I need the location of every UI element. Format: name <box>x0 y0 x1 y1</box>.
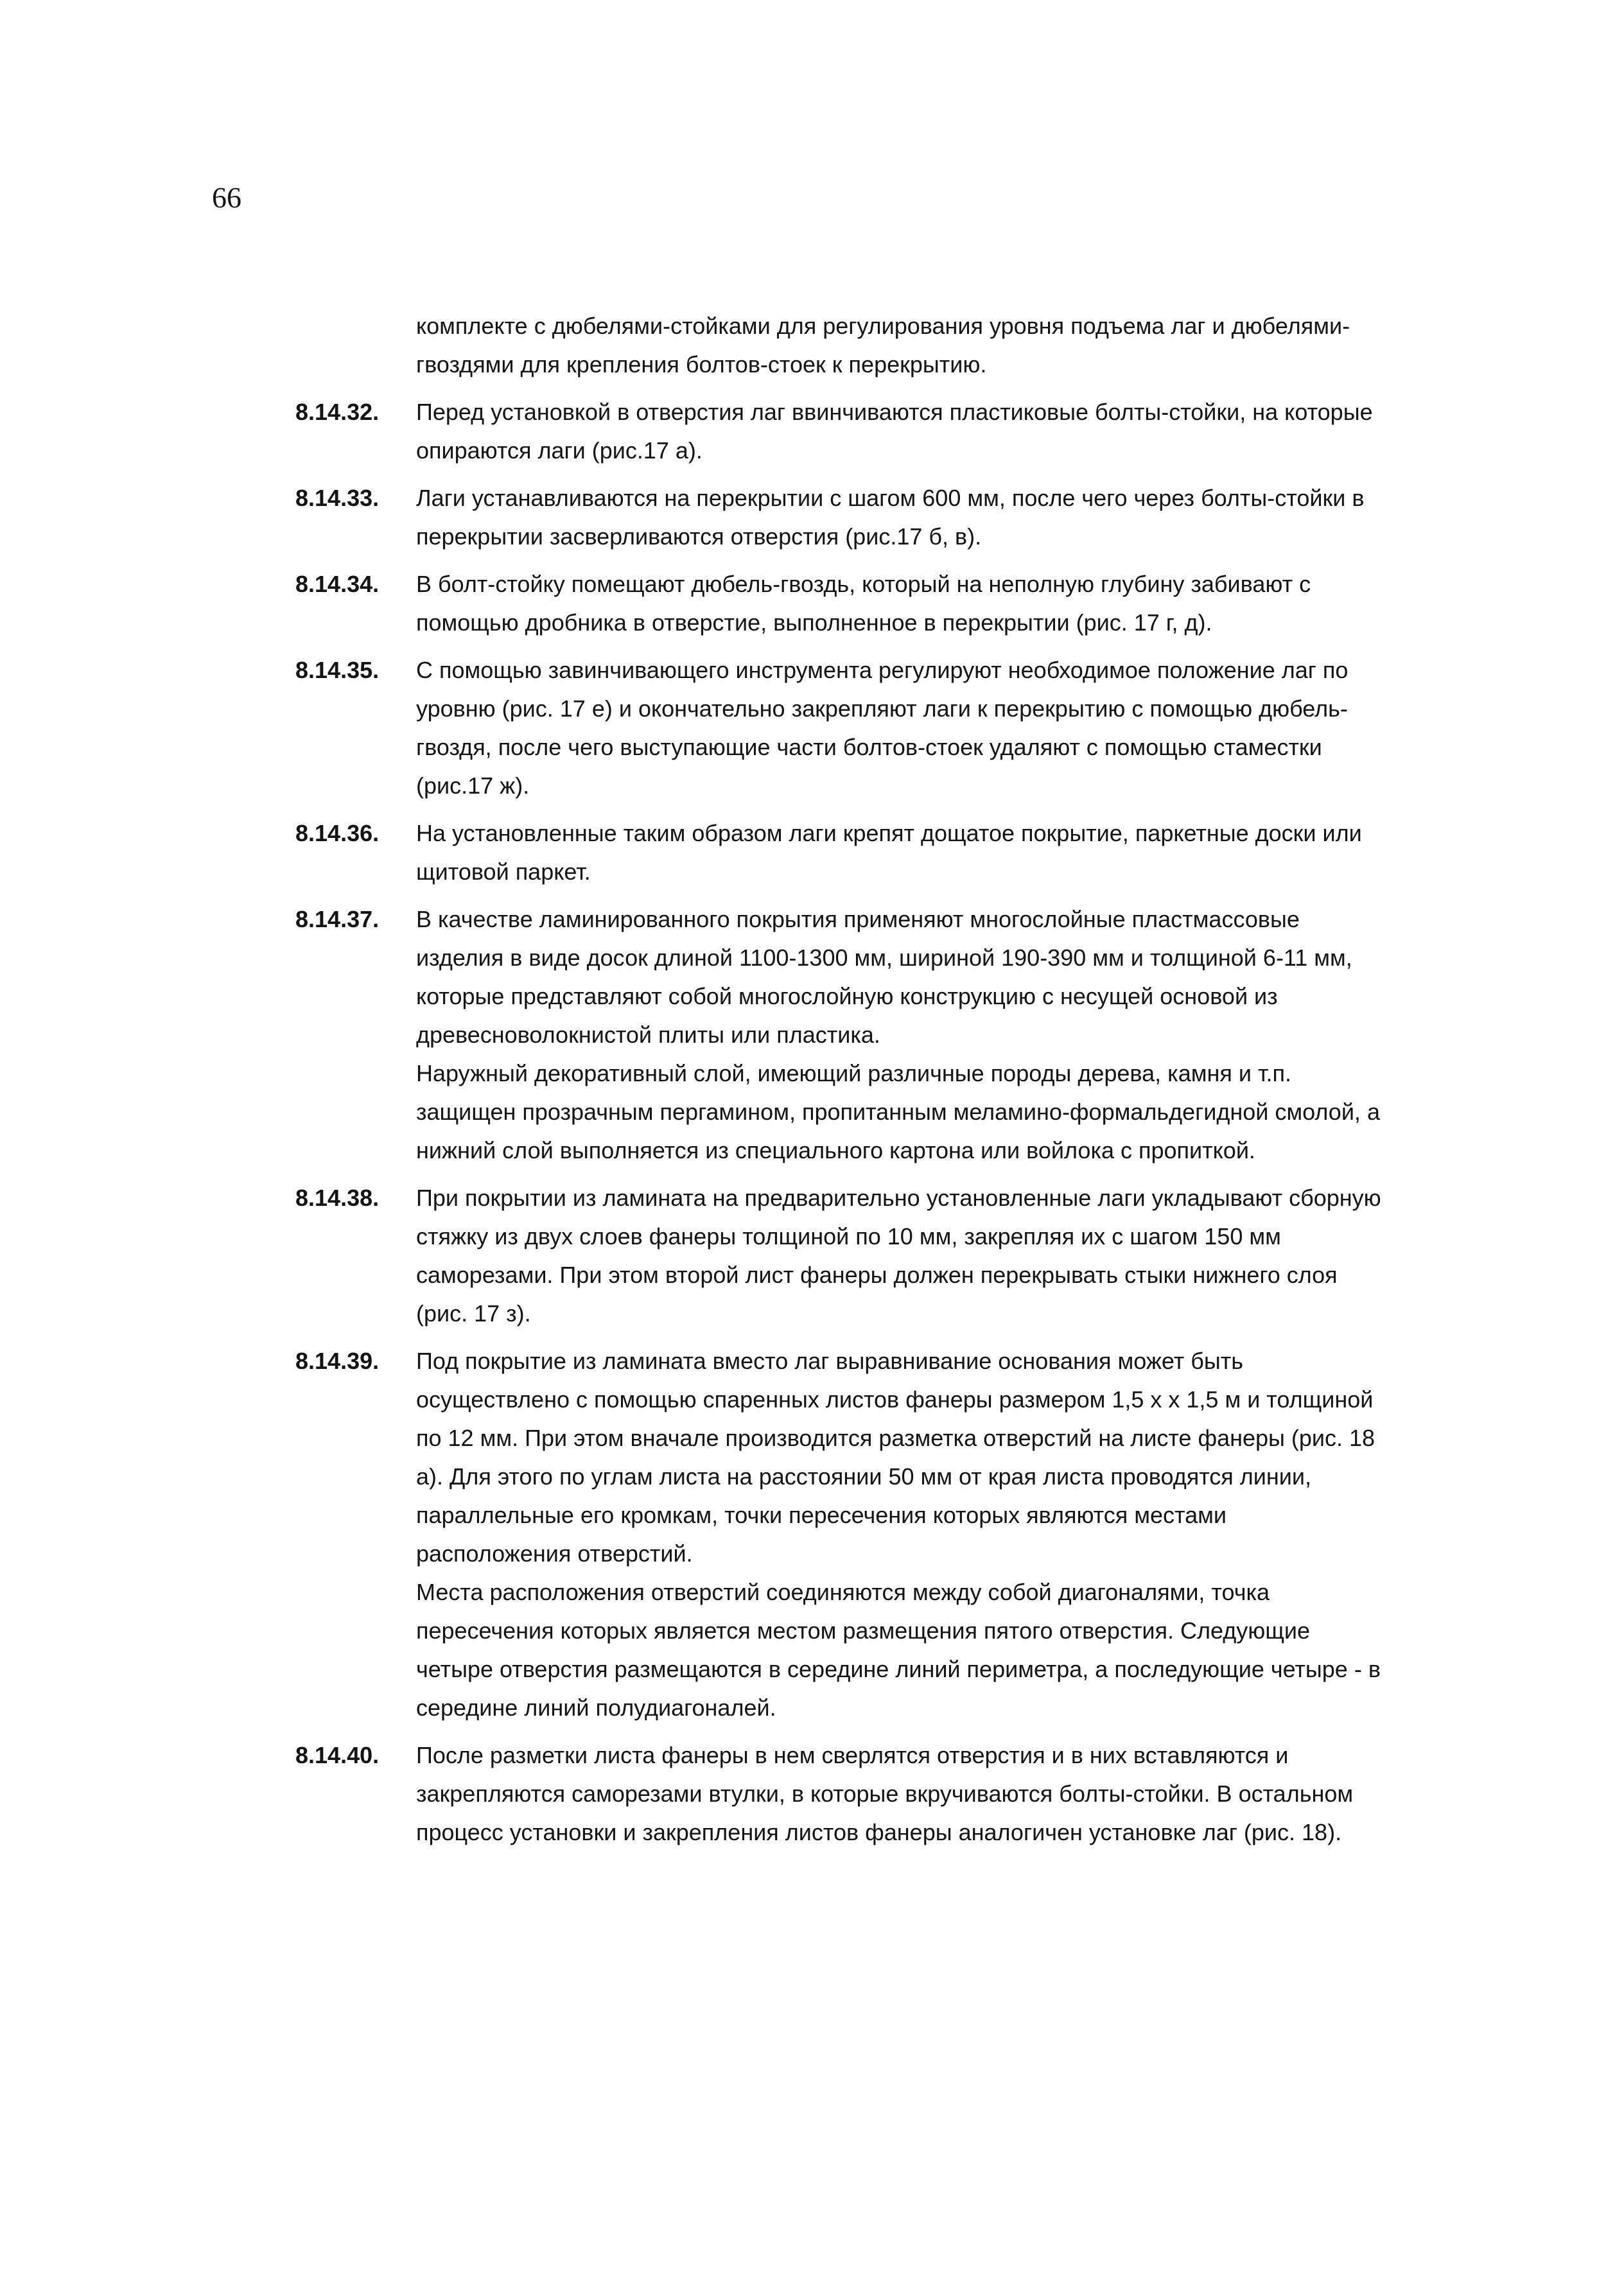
section-number: 8.14.33. <box>295 485 380 511</box>
section-8-14-32 <box>295 393 1387 470</box>
section-8-14-36 <box>295 814 1387 891</box>
section-paragraph: Лаги устанавливаются на перекрытии с шагом 600 мм, после чего через болты-стойки в перекрытии засверливаются отверстия (рис.17 б, в). <box>416 485 1365 550</box>
section-paragraph: Места расположения отверстий соединяются между собой диагоналями, точка пересечения которых является местом размещения пятого отверстия. Следующие четыре отверстия размещаются в середине линий периметра, а последующие четыре - в середине линий полудиагоналей. <box>416 1579 1381 1721</box>
section-paragraph: На установленные таким образом лаги крепят дощатое покрытие, паркетные доски или щитовой паркет. <box>416 820 1362 885</box>
section-paragraph: С помощью завинчивающего инструмента регулируют необходимое положение лаг по уровню (рис. 17 е) и окончательно закрепляют лаги к перекрытию с помощью дюбель-гвоздя, после чего выступающие части болтов-стоек удаляют с помощью стамеcтки (рис.17 ж). <box>416 657 1349 799</box>
section-number: 8.14.39. <box>295 1348 380 1374</box>
section-8-14-39 <box>295 1342 1387 1727</box>
section-number: 8.14.34. <box>295 571 380 597</box>
section-8-14-35 <box>295 651 1387 805</box>
section-8-14-38 <box>295 1179 1387 1333</box>
section-number: 8.14.35. <box>295 657 380 683</box>
section-paragraph: В болт-стойку помещают дюбель-гвоздь, который на неполную глубину забивают с помощью дробника в отверстие, выполненное в перекрытии (рис. 17 г, д). <box>416 571 1311 636</box>
section-paragraph: При покрытии из ламината на предварительно установленные лаги укладывают сборную стяжку из двух слоев фанеры толщиной по 10 мм, закрепляя их с шагом 150 мм саморезами. При этом второй лист фанеры должен перекрывать стыки нижнего слоя (рис. 17 з). <box>416 1185 1381 1327</box>
page-number: 66 <box>212 181 241 214</box>
section-8-14-40 <box>295 1736 1387 1852</box>
section-8-14-34 <box>295 565 1387 642</box>
section-8-14-37 <box>295 900 1387 1170</box>
section-paragraph: Перед установкой в отверстия лаг ввинчиваются пластиковые болты-стойки, на которые опираются лаги (рис.17 а). <box>416 399 1373 464</box>
section-number: 8.14.36. <box>295 820 380 846</box>
section-paragraph: Наружный декоративный слой, имеющий различные породы дерева, камня и т.п. защищен прозрачным пергамином, пропитанным меламино-формальдегидной смолой, а нижний слой выполняется из специального картона или войлока с пропиткой. <box>416 1060 1380 1163</box>
section-number: 8.14.32. <box>295 399 380 425</box>
continued-paragraph: комплекте с дюбелями-стойками для регулирования уровня подъема лаг и дюбелями-гвоздями для крепления болтов-стоек к перекрытию. <box>416 313 1350 378</box>
section-number: 8.14.40. <box>295 1742 380 1768</box>
section-number: 8.14.37. <box>295 906 380 932</box>
section-8-14-33 <box>295 479 1387 556</box>
section-paragraph: Под покрытие из ламината вместо лаг выравнивание основания может быть осуществлено с помощью спаренных листов фанеры размером 1,5 x x 1,5 м и толщиной по 12 мм. При этом вначале производится разметка отверстий на листе фанеры (рис. 18 а). Для этого по углам листа на расстоянии 50 мм от края листа проводятся линии, параллельные его кромкам, точки пересечения которых являются местами расположения отверстий. <box>416 1348 1375 1567</box>
document-body <box>295 307 1387 1861</box>
section-number: 8.14.38. <box>295 1185 380 1211</box>
section-paragraph: После разметки листа фанеры в нем сверлятся отверстия и в них вставляются и закрепляются саморезами втулки, в которые вкручиваются болты-стойки. В остальном процесс установки и закрепления листов фанеры аналогичен установке лаг (рис. 18). <box>416 1742 1354 1845</box>
section-paragraph: В качестве ламинированного покрытия применяют многослойные пластмассовые изделия в виде досок длиной 1100-1300 мм, шириной 190-390 мм и толщиной 6-11 мм, которые представляют собой многослойную конструкцию с несущей основой из древесноволокнистой плиты или пластика. <box>416 906 1352 1048</box>
